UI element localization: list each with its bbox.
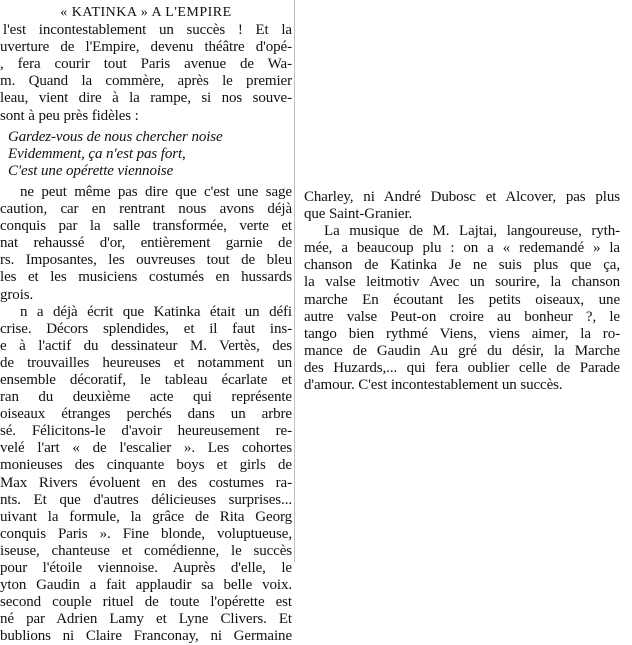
article-line: nat rehaussé d'or, entièrement garnie de [0, 235, 292, 252]
article-line: les et les musiciens costumés en hussards [0, 269, 292, 286]
article-line: pour l'étoile viennoise. Auprès d'elle, le [0, 560, 292, 576]
article-line: monieuses des cinquante boys et girls de [0, 457, 292, 474]
article-line: conquis Paris ». Fine blonde, voluptueuse, [0, 525, 292, 542]
article-line: des Huzards,... qui fera oublier celle de Parade [304, 359, 620, 376]
article-line: oiseaux étranges perchés dans un arbre [0, 406, 292, 423]
quoted-verse-line: Evidemment, ça n'est pas fort, [8, 145, 186, 162]
article-line: chanson de Katinka Je ne suis plus que ça, [304, 257, 620, 274]
column-divider [294, 0, 295, 562]
article-line: n a déjà écrit que Katinka était un défi [20, 303, 292, 320]
article-line: la valse leitmotiv Avec un sourire, la chanson [304, 274, 620, 291]
article-line: nts. Et que d'autres délicieuses surprises... [0, 491, 292, 508]
article-line: uverture de l'Empire, devenu théâtre d'opé- [0, 39, 292, 56]
right-column [304, 189, 620, 394]
article-title: « KATINKA » A L'EMPIRE [60, 5, 232, 20]
article-line: La musique de M. Lajtai, langoureuse, ryth- [324, 223, 620, 240]
article-line: crise. Décors splendides, et il faut ins- [0, 320, 292, 337]
article-line: tango bien rythmé Viens, viens aimer, la ro- [304, 325, 620, 342]
article-line: grois. [0, 286, 34, 303]
article-line: Max Rivers évoluent en des costumes ra- [0, 474, 292, 491]
article-line: mée, a beaucoup plu : on a « redemandé » la [304, 240, 620, 257]
article-line: que Saint-Granier. [304, 206, 413, 223]
article-line: m. Quand la commère, après le premier [0, 73, 292, 90]
article-line: marche En écoutant les petits oiseaux, une [304, 291, 620, 308]
article-line: né par Adrien Lamy et Lyne Clivers. Et [0, 611, 292, 628]
article-line: de trouvailles heureuses et notamment un [0, 354, 292, 371]
article-line: uivant la formule, la grâce de Rita Georg [0, 508, 292, 525]
article-line: l'est incontestablement un succès ! Et la [3, 22, 292, 39]
article-line: caution, car en rentrant nous avons déjà [0, 201, 292, 218]
left-column [0, 4, 292, 645]
article-line: sé. Félicitons-le d'avoir heureusement re- [0, 423, 292, 440]
article-line: ne peut même pas dire que c'est une sage [20, 183, 292, 200]
article-line: iseuse, chanteuse et comédienne, le succès [0, 542, 292, 559]
article-line: , fera courir tout Paris avenue de Wa- [0, 56, 292, 73]
article-line: velé l'art « de l'escalier ». Les cohortes [0, 440, 292, 457]
article-line: rs. Imposantes, les ouvreuses tout de bleu [0, 252, 292, 269]
article-line: leau, vient dire à la rampe, si nos souve- [0, 90, 292, 107]
article-line: second couple rituel de toute l'opérette est [0, 594, 292, 611]
article-line: d'amour. C'est incontestablement un succès. [304, 377, 563, 394]
article-line: ensemble décoratif, le tableau écarlate et [0, 371, 292, 388]
article-line: conquis par la salle transformée, verte et [0, 218, 292, 235]
article-line: autre valse Peut-on croire au bonheur ?, le [304, 308, 620, 325]
article-line: ran du deuxième acte qui représente [0, 389, 292, 406]
article-line: bublions ni Claire Franconay, ni Germaine [0, 628, 292, 645]
article-line: yton Gaudin a fait applaudir sa belle voix. [0, 577, 292, 594]
article-line: Charley, ni André Dubosc et Alcover, pas plus [304, 189, 620, 205]
article-line: sont à peu près fidèles : [0, 107, 139, 124]
quoted-verse-line: C'est une opérette viennoise [8, 162, 174, 179]
quoted-verse-line: Gardez-vous de nous chercher noise [8, 128, 223, 145]
article-line: mance de Gaudin Au gré du désir, la Marche [304, 342, 620, 359]
article-line: e à l'actif du dessinateur M. Vertès, des [0, 337, 292, 354]
